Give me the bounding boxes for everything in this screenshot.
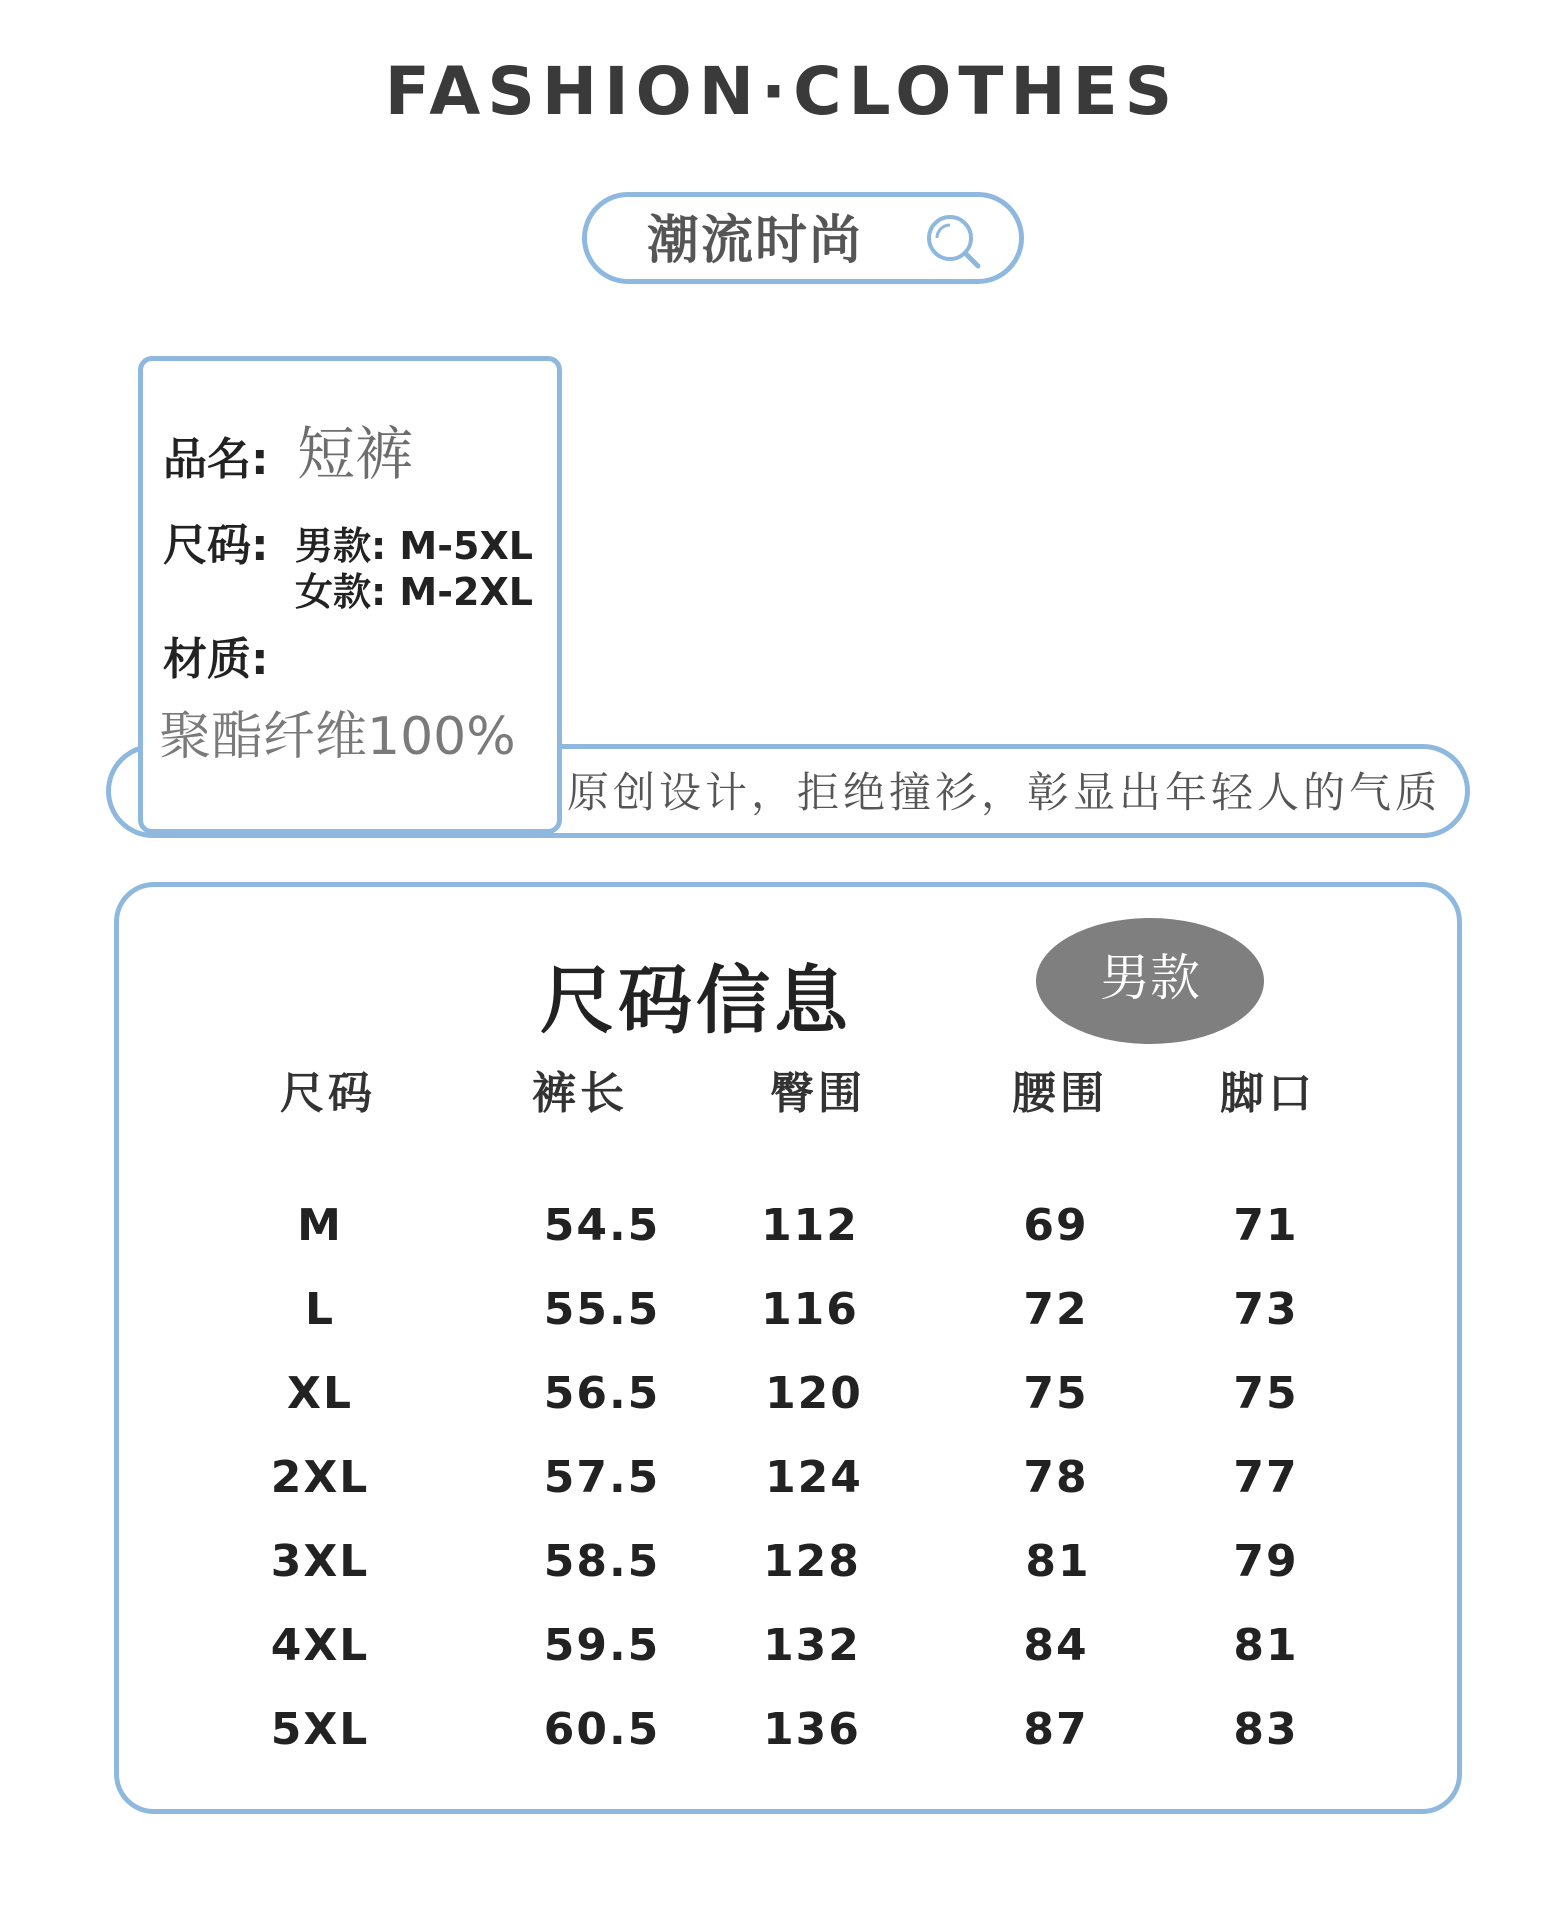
table-cell: 77 xyxy=(1233,1452,1299,1503)
gender-badge xyxy=(1036,918,1264,1044)
search-icon xyxy=(923,211,985,273)
search-pill-label: 潮流时尚 xyxy=(647,211,864,271)
table-cell: 87 xyxy=(1023,1704,1089,1755)
table-cell: 75 xyxy=(1233,1368,1299,1419)
table-cell: 73 xyxy=(1233,1284,1299,1335)
table-cell: 120 xyxy=(765,1368,863,1419)
table-cell: 3XL xyxy=(270,1536,370,1587)
material-label: 材质: xyxy=(163,634,269,685)
table-cell: 58.5 xyxy=(543,1536,661,1587)
product-info-card xyxy=(138,356,562,834)
table-cell: 116 xyxy=(761,1284,859,1335)
table-cell: 59.5 xyxy=(543,1620,661,1671)
product-name-value: 短裤 xyxy=(297,420,414,488)
table-cell: 5XL xyxy=(270,1704,370,1755)
column-header-length: 裤长 xyxy=(532,1068,628,1119)
table-cell: 4XL xyxy=(270,1620,370,1671)
table-cell: 112 xyxy=(761,1200,859,1251)
table-cell: 72 xyxy=(1023,1284,1089,1335)
gender-badge-label: 男款 xyxy=(1100,949,1200,1007)
size-table-title: 尺码信息 xyxy=(540,958,852,1044)
column-header-waist: 腰围 xyxy=(1012,1068,1108,1119)
tagline-text: 原创设计，拒绝撞衫，彰显出年轻人的气质 xyxy=(567,768,1442,817)
table-cell: L xyxy=(304,1284,336,1335)
table-cell: 71 xyxy=(1233,1200,1299,1251)
search-pill[interactable] xyxy=(582,192,1024,284)
table-cell: 54.5 xyxy=(543,1200,661,1251)
table-cell: 56.5 xyxy=(543,1368,661,1419)
table-cell: 60.5 xyxy=(543,1704,661,1755)
table-cell: 75 xyxy=(1023,1368,1089,1419)
product-name-label: 品名: xyxy=(163,434,269,485)
material-value: 聚酯纤维100% xyxy=(159,707,516,767)
table-cell: M xyxy=(297,1200,343,1251)
table-cell: 81 xyxy=(1025,1536,1091,1587)
column-header-hem: 脚口 xyxy=(1220,1068,1316,1119)
column-header-size: 尺码 xyxy=(280,1068,376,1119)
table-cell: 83 xyxy=(1233,1704,1299,1755)
table-cell: 79 xyxy=(1233,1536,1299,1587)
column-header-hip: 臀围 xyxy=(770,1068,866,1119)
table-cell: 128 xyxy=(763,1536,861,1587)
table-cell: 132 xyxy=(763,1620,861,1671)
size-range-label: 尺码: xyxy=(163,520,269,571)
table-cell: XL xyxy=(287,1368,353,1419)
size-range-men: 男款: M-5XL xyxy=(295,524,533,568)
size-range-women: 女款: M-2XL xyxy=(295,570,533,614)
table-cell: 81 xyxy=(1233,1620,1299,1671)
table-cell: 69 xyxy=(1023,1200,1089,1251)
table-cell: 84 xyxy=(1023,1620,1089,1671)
table-cell: 136 xyxy=(763,1704,861,1755)
table-cell: 55.5 xyxy=(543,1284,661,1335)
table-cell: 57.5 xyxy=(543,1452,661,1503)
table-cell: 78 xyxy=(1023,1452,1089,1503)
brand-title: FASHION·CLOTHES xyxy=(384,53,1180,130)
table-cell: 124 xyxy=(765,1452,863,1503)
table-cell: 2XL xyxy=(270,1452,370,1503)
